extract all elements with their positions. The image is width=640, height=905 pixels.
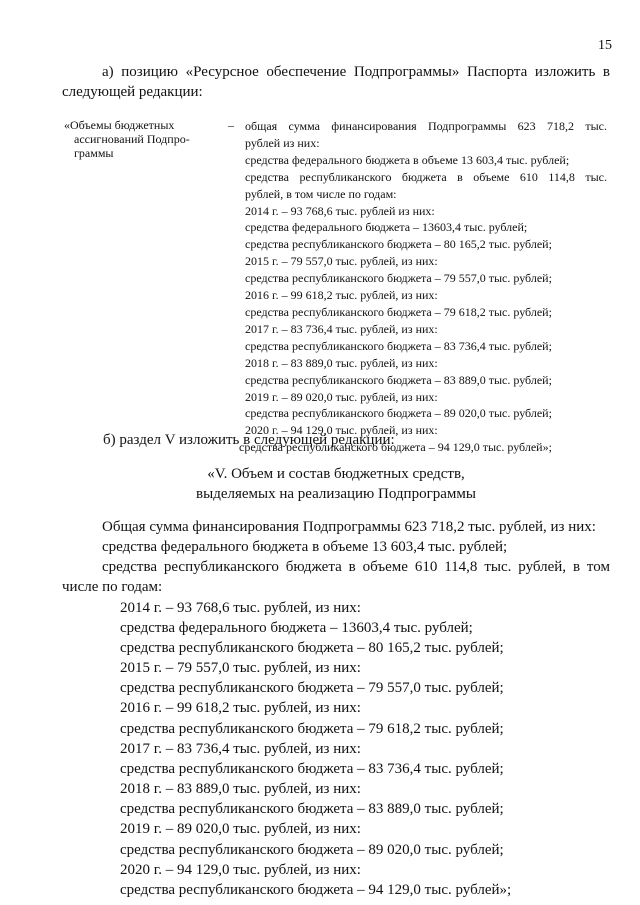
passport-label-line: ассигнований Подпро- bbox=[74, 132, 190, 146]
passport-value-line: общая сумма финансирования Подпрограммы 623 718,2 тыс. bbox=[245, 119, 607, 133]
passport-value-line: 2014 г. – 93 768,6 тыс. рублей из них: bbox=[245, 203, 435, 218]
passport-value-line: 2018 г. – 83 889,0 тыс. рублей, из них: bbox=[245, 355, 438, 370]
passport-value-line: 2020 г. – 94 129,0 тыс. рублей, из них: bbox=[245, 423, 438, 438]
body-line: средства республиканского бюджета – 79 618,2 тыс. рублей; bbox=[120, 720, 504, 737]
section-heading-line: выделяемых на реализацию Подпрограммы bbox=[196, 486, 476, 502]
passport-dash: – bbox=[228, 118, 234, 132]
passport-value-line: 2016 г. – 99 618,2 тыс. рублей, из них: bbox=[245, 288, 438, 303]
body-line: средства республиканского бюджета – 94 129,0 тыс. рублей»; bbox=[120, 881, 512, 898]
body-line: Общая сумма финансирования Подпрограммы 623 718,2 тыс. рублей, из них: bbox=[102, 519, 596, 535]
section-body bbox=[62, 517, 610, 900]
passport-value-line: средства республиканского бюджета – 79 618,2 тыс. рублей; bbox=[245, 304, 552, 319]
passport-value-line: 2015 г. – 79 557,0 тыс. рублей, из них: bbox=[245, 254, 438, 269]
body-line: средства республиканского бюджета – 79 557,0 тыс. рублей; bbox=[120, 680, 504, 697]
body-line: числе по годам: bbox=[62, 579, 163, 596]
passport-label bbox=[64, 118, 214, 160]
passport-label-line: «Объемы бюджетных bbox=[64, 118, 175, 132]
passport-value-line: средства республиканского бюджета – 83 889,0 тыс. рублей; bbox=[245, 372, 552, 387]
body-line: 2015 г. – 79 557,0 тыс. рублей, из них: bbox=[120, 660, 361, 677]
passport-value-line: средства республиканского бюджета – 79 557,0 тыс. рублей; bbox=[245, 271, 552, 286]
body-line: 2014 г. – 93 768,6 тыс. рублей, из них: bbox=[120, 599, 361, 616]
page-number: 15 bbox=[598, 38, 612, 53]
body-line: средства республиканского бюджета – 83 736,4 тыс. рублей; bbox=[120, 760, 504, 777]
body-line: средства республиканского бюджета – 83 889,0 тыс. рублей; bbox=[120, 801, 504, 818]
body-line: 2019 г. – 89 020,0 тыс. рублей, из них: bbox=[120, 821, 361, 838]
intro-line: следующей редакции: bbox=[62, 84, 203, 100]
passport-value-line: 2017 г. – 83 736,4 тыс. рублей, из них: bbox=[245, 321, 438, 336]
body-line: 2016 г. – 99 618,2 тыс. рублей, из них: bbox=[120, 700, 361, 717]
passport-label-line: граммы bbox=[74, 146, 114, 160]
passport-value-line: средства федерального бюджета – 13603,4 тыс. рублей; bbox=[245, 220, 528, 235]
passport-value-line: средства республиканского бюджета в объеме 610 114,8 тыс. bbox=[245, 169, 607, 184]
body-line: 2017 г. – 83 736,4 тыс. рублей, из них: bbox=[120, 740, 361, 757]
passport-value-line: средства республиканского бюджета – 94 129,0 тыс. рублей»; bbox=[239, 440, 552, 455]
intro-line: а) позицию «Ресурсное обеспечение Подпрограммы» Паспорта изложить в bbox=[102, 64, 610, 80]
section-heading bbox=[62, 464, 610, 504]
section-heading-line: «V. Объем и состав бюджетных средств, bbox=[207, 466, 465, 482]
body-line: 2020 г. – 94 129,0 тыс. рублей, из них: bbox=[120, 861, 361, 878]
section-b-paragraph: б) раздел V изложить в следующей редакции: bbox=[103, 432, 395, 448]
passport-value-line: средства республиканского бюджета – 80 165,2 тыс. рублей; bbox=[245, 237, 552, 252]
body-line: средства федерального бюджета в объеме 13 603,4 тыс. рублей; bbox=[102, 539, 508, 556]
passport-value-line: средства республиканского бюджета – 89 020,0 тыс. рублей; bbox=[245, 406, 552, 421]
body-line: средства республиканского бюджета – 89 020,0 тыс. рублей; bbox=[120, 841, 504, 858]
body-line: средства республиканского бюджета в объеме 610 114,8 тыс. рублей, в том bbox=[102, 559, 610, 576]
intro-paragraph bbox=[62, 62, 610, 102]
passport-value-line: рублей, в том числе по годам: bbox=[245, 186, 397, 201]
body-line: 2018 г. – 83 889,0 тыс. рублей, из них: bbox=[120, 781, 361, 798]
passport-value-line: 2019 г. – 89 020,0 тыс. рублей, из них: bbox=[245, 389, 438, 404]
body-line: средства республиканского бюджета – 80 165,2 тыс. рублей; bbox=[120, 639, 504, 656]
passport-value-line: рублей из них: bbox=[245, 135, 320, 150]
passport-value-line: средства федерального бюджета в объеме 13 603,4 тыс. рублей; bbox=[245, 152, 570, 167]
passport-value bbox=[239, 118, 607, 456]
passport-value-line: средства республиканского бюджета – 83 736,4 тыс. рублей; bbox=[245, 338, 552, 353]
body-line: средства федерального бюджета – 13603,4 тыс. рублей; bbox=[120, 619, 473, 636]
